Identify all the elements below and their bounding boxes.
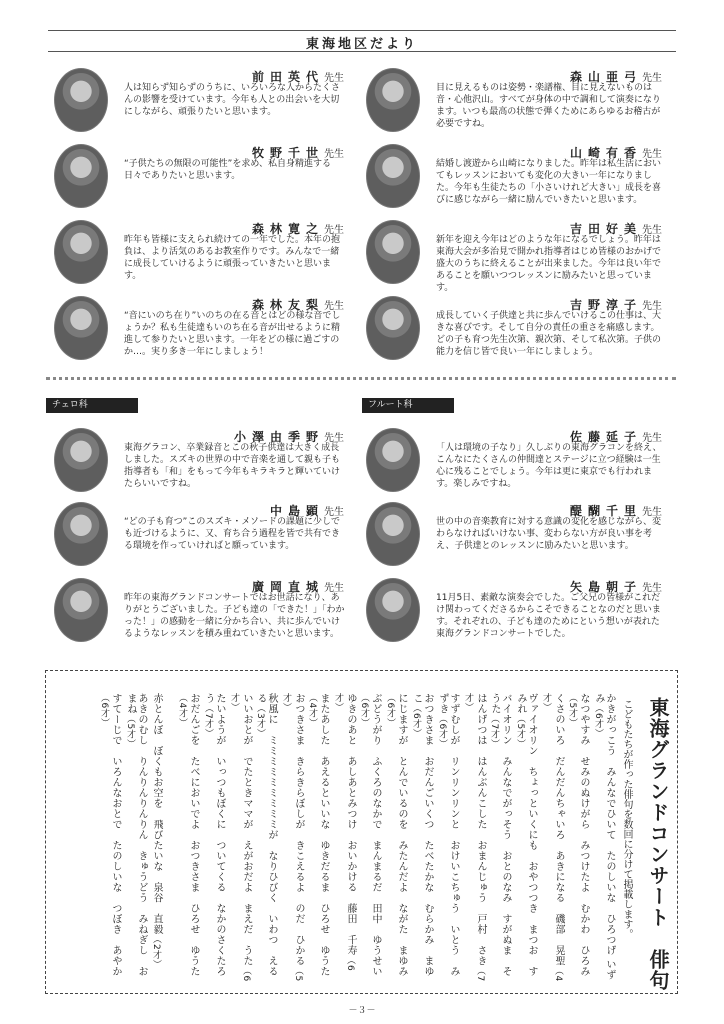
teacher-photo <box>366 68 420 132</box>
teacher-entry <box>54 68 348 138</box>
teacher-entry <box>366 428 666 498</box>
haiku-title: 東海グランドコンサート 俳句 <box>646 697 670 991</box>
teacher-name: 山崎有香先生 <box>569 146 662 160</box>
cello-section-label: チェロ科 <box>46 398 138 413</box>
teacher-message: 目に見えるものは姿勢・楽譜権、目に見えないものは音・心他沢山。すべてが身体の中で調和して演奏になります。いつも最高の状態で弾くためにあらゆるお稽古が必要ですね。 <box>436 83 661 129</box>
teacher-message: 成長していく子供達と共に歩んでいけるこの仕事は、大きな喜びです。そして自分の責任の重さを痛感します。どの子も育つ先生次第、親次第、そして私次第。子供の能力を信じ皆で良い一年にしましょう。 <box>436 311 662 357</box>
teacher-message: “子供たちの無限の可能性”を求め、私自身精進する日々でありたいと思います。 <box>124 159 331 181</box>
teacher-name: 森林寛之先生 <box>251 222 344 236</box>
haiku-item: おつきさま おだんごいくつ たべたかな むらかみ まゆこ（6才） <box>411 693 433 977</box>
teacher-entry <box>54 428 348 498</box>
teacher-photo <box>366 220 420 284</box>
haiku-item: にじますが とんでいるのを みたんだよ ながた まゆみ（6才） <box>385 693 407 977</box>
teacher-entry <box>54 144 348 214</box>
teacher-name: 醍醐千里先生 <box>569 504 662 518</box>
teacher-entry <box>54 502 348 572</box>
haiku-item: ぶどうがり ふくろのなかで まんまるだ 田中 ゆうせい（6才） <box>359 693 381 977</box>
teacher-entry <box>366 68 666 138</box>
haiku-item: なつやすみ せみのぬけがら みつけたよ むかわ ひろみ（5才） <box>567 693 589 977</box>
teacher-photo <box>366 296 420 360</box>
page-title: 東海地区だより <box>305 37 418 52</box>
haiku-item: ヴァイオリン ちょっといくにも おやつつき まつお すみれ（5才） <box>515 693 537 977</box>
haiku-item: 秋風に ミミミミミミミミミが なりひびく いわつ えるる（3才） <box>255 693 277 977</box>
teacher-photo <box>54 144 108 208</box>
teacher-message: “どの子も育つ”このスズキ・メソードの課題に少しでも近づけるように、又、育ち合う過程を皆で共有できる環境を作っていければと願っています。 <box>124 517 341 551</box>
haiku-item: かきがっこう みんなでひいて たのしいな ひろつげ いずみ（6才） <box>593 693 615 981</box>
teacher-photo <box>54 68 108 132</box>
haiku-item: はんげつは はんぶんこした おまんじゅう 戸村 さき（7才） <box>463 693 486 982</box>
teacher-name: 森林友梨先生 <box>251 298 344 312</box>
haiku-item: ゆきのあと あしあとみつけ おいかける 藤田 千寿（6才） <box>333 693 356 972</box>
teacher-message: 「人は環境の子なり」久しぶりの東海グラコンを終え、こんなにたくさんの仲間達とステージに立つ経験は一生心に残ることでしょう。今年は更に東京でも行われます。楽しみですね。 <box>436 443 662 489</box>
haiku-subtitle: こどもたちが作った俳句を数回に分けて掲載します。 <box>621 699 632 939</box>
teacher-message: 昨年の東海グランドコンサートではお世話になり、ありがとうございました。子ども達の「できた！」「わかった！」の感動を一緒に分かち合い、共に歩んでいけるようなレッスンを積み重ねていきたいと思います。 <box>124 593 345 639</box>
header-rule-top <box>48 30 676 31</box>
haiku-item: おだんごを たべにおいでよ おつきさま ひろせ ゆうた（4才） <box>177 693 199 977</box>
haiku-item: すてーじで いろんなおとで たのしいな つぼき あやか（6才） <box>99 693 121 977</box>
haiku-item: またあした あえるといいな ゆきだるま ひろせ ゆうた（4才） <box>307 693 329 977</box>
page-number: －３－ <box>348 1006 376 1016</box>
teacher-message: 人は知らず知らずのうちに、いろいろな人からたくさんの影響を受けています。今年も人との出会いを大切にしながら、頑張りたいと思います。 <box>124 83 341 117</box>
teacher-name: 吉野淳子先生 <box>569 298 662 312</box>
teacher-message: 11月5日、素敵な演奏会でした。ご父兄の皆様がこれだけ関わってくださるからこそできることなのだと思います。それぞれの、子ども達のためにという想いが表れた東海グランドコンサートでした。 <box>436 593 661 639</box>
haiku-box <box>45 670 678 994</box>
teacher-photo <box>54 578 108 642</box>
teacher-entry <box>54 296 348 366</box>
teacher-message: “音にいのち在り”いのちの在る音とはどの様な音でしょうか？私も生徒達もいのち在る音が出せるように精進して参りたいと思います。一年をどの様に過ごすのか…。実り多き一年にしましょう！ <box>124 311 341 357</box>
teacher-entry <box>366 578 666 648</box>
teacher-photo <box>54 220 108 284</box>
haiku-item: すずむしが リンリンリンと おけいこちゅう いとう みずき（6才） <box>437 693 459 977</box>
teacher-entry <box>366 502 666 572</box>
teacher-name: 牧野千世先生 <box>251 146 344 160</box>
teacher-name: 吉田好美先生 <box>569 222 662 236</box>
teacher-photo <box>366 578 420 642</box>
haiku-item: いいおとが でたときママが えがおだよ まえだ うた（6才） <box>229 693 252 982</box>
haiku-item: たいようが いっつもぼくに ついてくる なかのさくたろう（7才） <box>203 693 225 977</box>
teacher-entry <box>366 220 666 293</box>
teacher-name: 森山亜弓先生 <box>569 70 662 84</box>
teacher-message: 東海グラコン、卒業録音とこの秋子供達は大きく成長しました。スズキの世界の中で音楽を通して親も子も指導者も「和」をもって今年もキラキラと輝いていけたらいいですね。 <box>124 443 341 489</box>
teacher-photo <box>54 428 108 492</box>
teacher-message: 新年を迎え今年はどのような年になるでしょう。昨年は東海大会が多治見で開かれ指導者はじめ皆様のおかげで盛大のうちに終えることが出来ました。今年は良い年であることを願いつつレッスンに励みたいと思っています。 <box>436 235 662 293</box>
haiku-item: バイオリン みんなでがっそう おとのなみ すがぬま そうた（7才） <box>489 693 511 977</box>
teacher-message: 世の中の音楽教育に対する意識の変化を感じながら、変わらなければいけない事、変わらない方が良い事を考え、子供達とのレッスンに励みたいと思います。 <box>436 517 662 551</box>
teacher-photo <box>54 296 108 360</box>
teacher-entry <box>366 144 666 214</box>
teacher-name: 前田英代先生 <box>251 70 344 84</box>
teacher-photo <box>366 428 420 492</box>
haiku-item: おつきさま きらきらぼしが きこえるよ のだ ひかる（5才） <box>281 693 304 982</box>
teacher-entry <box>54 578 348 648</box>
haiku-item: くさのいろ だんだんちゃいろ あきになる 磯部 晃聖（4才） <box>541 693 564 982</box>
teacher-photo <box>366 144 420 208</box>
flute-section-label: フルート科 <box>362 398 454 413</box>
dotted-divider <box>46 377 676 380</box>
section-header <box>48 30 676 52</box>
teacher-photo <box>366 502 420 566</box>
haiku-item: 赤とんぼ ぼくもお空を 飛びたいな 泉谷 直毅（2才） <box>151 693 162 970</box>
teacher-message: 昨年も皆様に支えられ続けての一年でした。本年の抱負は、より活気のあるお教室作りです。みんなで一緒に成長していけるように頑張っていきたいと思います。 <box>124 235 341 281</box>
teacher-name: 廣岡直城先生 <box>251 580 344 594</box>
teacher-name: 矢島朝子先生 <box>569 580 662 594</box>
header-rule-bottom <box>48 51 676 52</box>
haiku-item: あきのむし りんりんりんりん きゅうどう みねぎし おまね（5才） <box>125 693 147 977</box>
teacher-entry <box>54 220 348 290</box>
teacher-name: 小澤由季野先生 <box>233 430 344 444</box>
teacher-photo <box>54 502 108 566</box>
teacher-name: 中島顕先生 <box>269 504 344 518</box>
teacher-message: 結婚し渡遊から山崎になりました。昨年は私生活においてもレッスンにおいても変化の大きい一年になりました。今年も生徒たちの「小さいけれど大きい」成長を喜びに感じながら一緒に励んでいきたいと思います。 <box>436 159 662 205</box>
teacher-name: 佐藤延子先生 <box>569 430 662 444</box>
teacher-entry <box>366 296 666 366</box>
